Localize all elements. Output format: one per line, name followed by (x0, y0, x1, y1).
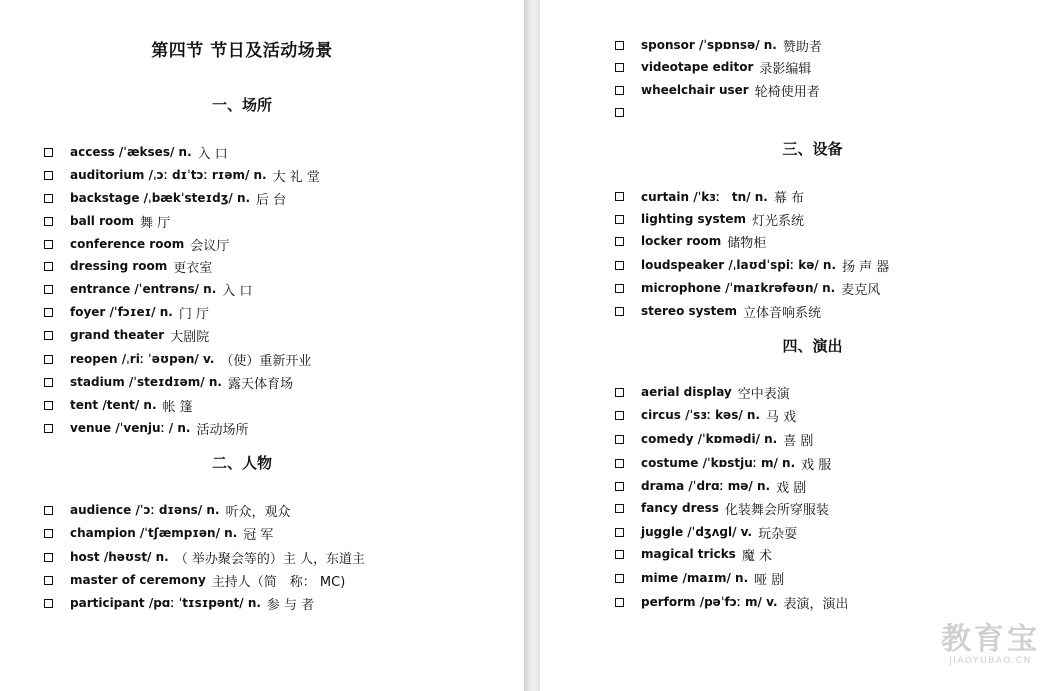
section-heading-venues: 一、场所 (211, 96, 272, 114)
list-item: mime /maɪm/ n. 哑 剧 (615, 569, 784, 587)
checkbox[interactable] (44, 285, 53, 294)
list-item: drama /ˈdrɑː mə/ n. 戏 剧 (615, 477, 806, 495)
watermark-url: JIAOYUBAO.CN (949, 656, 1032, 666)
checkbox[interactable] (615, 41, 624, 50)
list-item: reopen /ˌriː ˈəʊpən/ v. （使）重新开业 (44, 350, 311, 368)
checkbox[interactable] (44, 171, 53, 180)
checkbox[interactable] (615, 192, 624, 201)
checkbox[interactable] (615, 435, 624, 444)
list-item: participant /pɑː ˈtɪsɪpənt/ n. 参 与 者 (44, 594, 314, 612)
section-heading-equipment: 三、设备 (782, 140, 843, 158)
section-heading-people: 二、人物 (211, 454, 272, 472)
list-item: loudspeaker /ˌlaʊdˈspiː kə/ n. 扬 声 器 (615, 256, 889, 274)
checkbox[interactable] (44, 262, 53, 271)
checkbox[interactable] (44, 240, 53, 249)
checkbox[interactable] (615, 237, 624, 246)
checkbox[interactable] (615, 574, 624, 583)
page-gutter (524, 0, 540, 691)
list-item: champion /ˈtʃæmpɪən/ n. 冠 军 (44, 524, 273, 542)
list-item: microphone /ˈmaɪkrəfəʊn/ n. 麦克风 (615, 279, 880, 297)
checkbox[interactable] (44, 553, 53, 562)
list-item: access /ˈækses/ n. 入 口 (44, 143, 228, 161)
list-item: aerial display 空中表演 (615, 383, 790, 401)
list-item: stadium /ˈsteɪdɪəm/ n. 露天体育场 (44, 373, 293, 391)
list-item: costume /ˈkɒstjuː m/ n. 戏 服 (615, 454, 831, 472)
list-item: foyer /ˈfɔɪeɪ/ n. 门 厅 (44, 303, 209, 321)
checkbox[interactable] (44, 506, 53, 515)
list-item: lighting system 灯光系统 (615, 210, 804, 228)
list-item: curtain /ˈkɜː tn/ n. 幕 布 (615, 187, 804, 205)
list-item: master of ceremony 主持人（简 称： MC) (44, 571, 345, 589)
list-item: comedy /ˈkɒmədi/ n. 喜 剧 (615, 430, 813, 448)
list-item: perform /pəˈfɔː m/ v. 表演，演出 (615, 593, 849, 611)
list-item: ball room 舞 厅 (44, 212, 170, 230)
checkbox[interactable] (615, 482, 624, 491)
list-item-empty (615, 103, 647, 121)
list-item: entrance /ˈentrəns/ n. 入 口 (44, 280, 252, 298)
list-item: backstage /ˌbækˈsteɪdʒ/ n. 后 台 (44, 189, 286, 207)
checkbox[interactable] (615, 307, 624, 316)
list-item: wheelchair user 轮椅使用者 (615, 81, 820, 99)
list-item: locker room 储物柜 (615, 232, 766, 250)
list-item: fancy dress 化装舞会所穿服装 (615, 499, 829, 517)
checkbox[interactable] (615, 598, 624, 607)
list-item: conference room 会议厅 (44, 235, 229, 253)
checkbox[interactable] (44, 529, 53, 538)
list-item: host /həʊst/ n. （ 举办聚会等的）主 人，东道主 (44, 548, 365, 566)
list-item: grand theater 大剧院 (44, 326, 209, 344)
checkbox[interactable] (615, 108, 624, 117)
checkbox[interactable] (44, 308, 53, 317)
watermark-text: 教育宝 (941, 622, 1040, 657)
checkbox[interactable] (44, 378, 53, 387)
list-item: auditorium /ˌɔː dɪˈtɔː rɪəm/ n. 大 礼 堂 (44, 166, 320, 184)
list-item: circus /ˈsɜː kəs/ n. 马 戏 (615, 406, 796, 424)
checkbox[interactable] (44, 217, 53, 226)
section-heading-performance: 四、演出 (782, 337, 843, 355)
checkbox[interactable] (44, 599, 53, 608)
checkbox[interactable] (44, 148, 53, 157)
checkbox[interactable] (615, 550, 624, 559)
right-page (540, 0, 1060, 691)
checkbox[interactable] (44, 194, 53, 203)
checkbox[interactable] (615, 86, 624, 95)
list-item: venue /ˈvenjuː / n. 活动场所 (44, 419, 248, 437)
checkbox[interactable] (44, 331, 53, 340)
checkbox[interactable] (44, 424, 53, 433)
list-item: sponsor /ˈspɒnsə/ n. 赞助者 (615, 36, 822, 54)
list-item: magical tricks 魔 术 (615, 545, 772, 563)
list-item: juggle /ˈdʒʌɡl/ v. 玩杂耍 (615, 523, 797, 541)
list-item: dressing room 更衣室 (44, 257, 212, 275)
checkbox[interactable] (615, 261, 624, 270)
list-item: audience /ˈɔː dɪəns/ n. 听众，观众 (44, 501, 290, 519)
list-item: tent /tent/ n. 帐 篷 (44, 396, 193, 414)
checkbox[interactable] (615, 528, 624, 537)
checkbox[interactable] (44, 576, 53, 585)
list-item: videotape editor 录影编辑 (615, 58, 811, 76)
checkbox[interactable] (615, 284, 624, 293)
checkbox[interactable] (615, 388, 624, 397)
checkbox[interactable] (615, 63, 624, 72)
checkbox[interactable] (615, 411, 624, 420)
checkbox[interactable] (615, 215, 624, 224)
checkbox[interactable] (615, 504, 624, 513)
checkbox[interactable] (44, 401, 53, 410)
list-item: stereo system 立体音响系统 (615, 302, 821, 320)
checkbox[interactable] (44, 355, 53, 364)
watermark-logo (941, 614, 1040, 666)
document-title: 第四节 节日及活动场景 (151, 41, 333, 61)
checkbox[interactable] (615, 459, 624, 468)
left-page (0, 0, 524, 691)
